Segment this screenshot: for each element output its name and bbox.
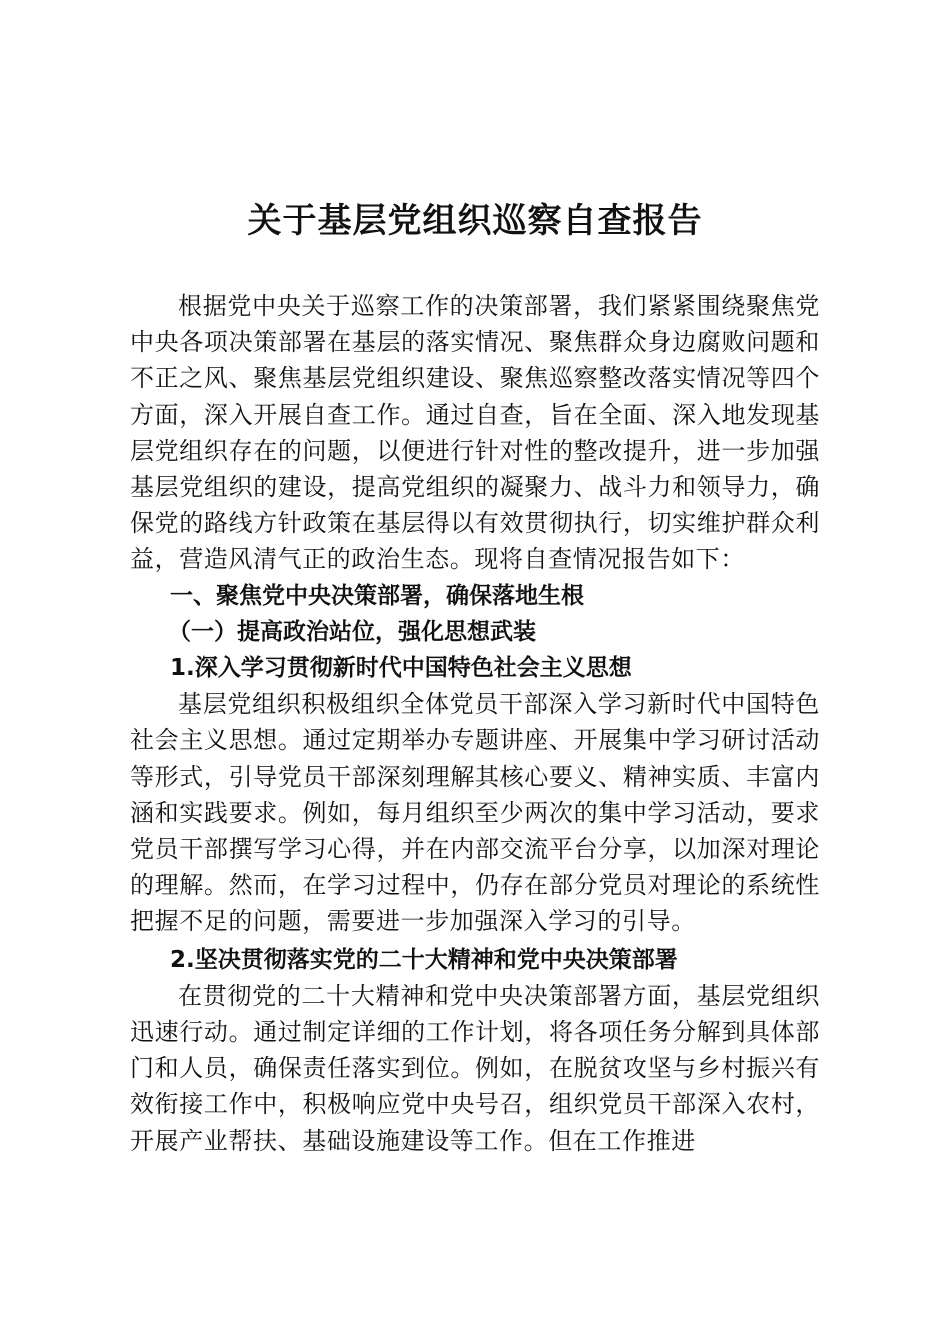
item-heading-2: 2.坚决贯彻落实党的二十大精神和党中央决策部署 [170,946,678,973]
item-paragraph-1: 基层党组织积极组织全体党员干部深入学习新时代中国特色社会主义思想。通过定期举办专题讲座、开展集中学习研讨活动等形式，引导党员干部深刻理解其核心要义、精神实质、丰富内涵和实践要求。例如，每月组织至少两次的集中学习活动，要求党员干部撰写学习心得，并在内部交流平台分享，以加深对理论的理解。然而，在学习过程中，仍存在部分党员对理论的系统性把握不足的问题，需要进一步加强深入学习的引导。 [130,690,820,936]
document-title: 关于基层党组织巡察自查报告 [247,201,703,241]
document-body [130,288,820,1159]
section-heading-1: 一、聚焦党中央决策部署，确保落地生根 [170,582,584,609]
intro-paragraph: 根据党中央关于巡察工作的决策部署，我们紧紧围绕聚焦党中央各项决策部署在基层的落实情况、聚焦群众身边腐败问题和不正之风、聚焦基层党组织建设、聚焦巡察整改落实情况等四个方面，深入开展自查工作。通过自查，旨在全面、深入地发现基层党组织存在的问题，以便进行针对性的整改提升，进一步加强基层党组织的建设，提高党组织的凝聚力、战斗力和领导力，确保党的路线方针政策在基层得以有效贯彻执行，切实维护群众利益，营造风清气正的政治生态。现将自查情况报告如下： [130,292,820,574]
item-heading-1: 1.深入学习贯彻新时代中国特色社会主义思想 [170,655,632,682]
subsection-heading-1: （一）提高政治站位，强化思想武装 [168,617,536,645]
item-paragraph-2: 在贯彻党的二十大精神和党中央决策部署方面，基层党组织迅速行动。通过制定详细的工作计划，将各项任务分解到具体部门和人员，确保责任落实到位。例如，在脱贫攻坚与乡村振兴有效衔接工作中，积极响应党中央号召，组织党员干部深入农村，开展产业帮扶、基础设施建设等工作。但在工作推进 [130,981,820,1155]
